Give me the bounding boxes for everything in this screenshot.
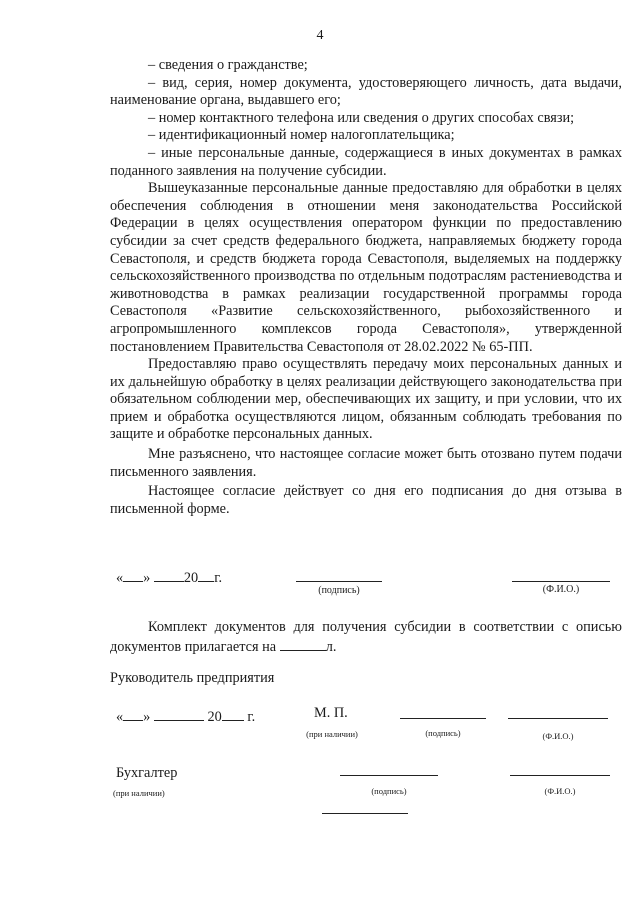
paragraph-revocation: Мне разъяснено, что настоящее согласие может быть отозвано путем подачи письменного заявления.: [110, 446, 622, 480]
sheets-count-blank[interactable]: [280, 637, 326, 651]
year-blank[interactable]: [222, 707, 244, 721]
day-blank[interactable]: [123, 707, 143, 721]
signature-line-consent[interactable]: [296, 581, 382, 582]
day-blank[interactable]: [123, 568, 143, 582]
list-item-id-document: – вид, серия, номер документа, удостоверяющего личность, дата выдачи, наименование органа, выдавшего его;: [110, 74, 622, 109]
fio-caption: (Ф.И.О.): [542, 584, 580, 595]
paragraph-purpose: Вышеуказанные персональные данные предоставляю для обработки в целях обеспечения соблюдения в отношении меня законодательства Российской Федерации в целях осуществления оператором функции по предоставлению субсидии за счет средств федерального бюджета, направляемых бюджету города Севастополя, и средств бюджета города Севастополя, выделяемых на поддержку сельскохозяйственного производства по отдельным подотраслям растениеводства и животноводства в рамках реализации государственной программы города Севастополя «Развитие сельскохозяйственного, рыбохозяйственного и агропромышленного комплексов города Севастополя», утвержденной постановлением Правительства Севастополя от 28.02.2022 № 65-ПП.: [110, 180, 622, 355]
paragraph-validity: Настоящее согласие действует со дня его подписания до дня отзыва в письменной форме.: [110, 483, 622, 517]
head-label: Руководитель предприятия: [110, 670, 275, 686]
date-field-head: « » 20 г.: [116, 709, 256, 725]
list-item-phone: – номер контактного телефона или сведения о других способах связи;: [148, 109, 575, 126]
fio-caption: (Ф.И.О.): [542, 731, 574, 741]
stamp-caption: (при наличии): [306, 729, 358, 739]
date-field-consent: « » 20 г.: [116, 570, 223, 586]
consent-body: [110, 57, 622, 518]
paragraph-transfer-right: Предоставляю право осуществлять передачу моих персональных данных и их дальнейшую обработку в целях реализации действующего законодательства при обязательном соблюдении мер, обеспечивающих их защиту, и при условии, что их прием и обработка осуществляются лицом, обязанным соблюдать требования по защите и обработке персональных данных.: [110, 356, 622, 443]
month-blank[interactable]: [154, 568, 184, 582]
signature-caption: (подпись): [318, 585, 360, 596]
list-item-other-data: – иные персональные данные, содержащиеся в иных документах в рамках поданного заявления на получение субсидии.: [110, 144, 622, 179]
fio-line-accountant[interactable]: [510, 775, 610, 776]
presence-caption: (при наличии): [113, 788, 165, 798]
closing-line: [322, 813, 408, 814]
documents-kit-note: Комплект документов для получения субсидии в соответствии с описью документов прилагается на л.: [110, 619, 622, 655]
signature-caption: (подпись): [425, 728, 461, 738]
month-blank[interactable]: [154, 707, 204, 721]
signature-caption: (подпись): [371, 786, 407, 796]
fio-line-consent[interactable]: [512, 581, 610, 582]
accountant-label: Бухгалтер: [116, 765, 178, 781]
list-item-citizenship: – сведения о гражданстве;: [148, 57, 308, 73]
fio-line-head[interactable]: [508, 718, 608, 719]
signature-line-accountant[interactable]: [340, 775, 438, 776]
year-blank[interactable]: [198, 568, 214, 582]
page-number: 4: [316, 28, 324, 43]
list-item-inn: – идентификационный номер налогоплательщика;: [148, 127, 455, 144]
fio-caption: (Ф.И.О.): [544, 786, 576, 796]
signature-line-head[interactable]: [400, 718, 486, 719]
stamp-label: М. П.: [314, 705, 348, 721]
